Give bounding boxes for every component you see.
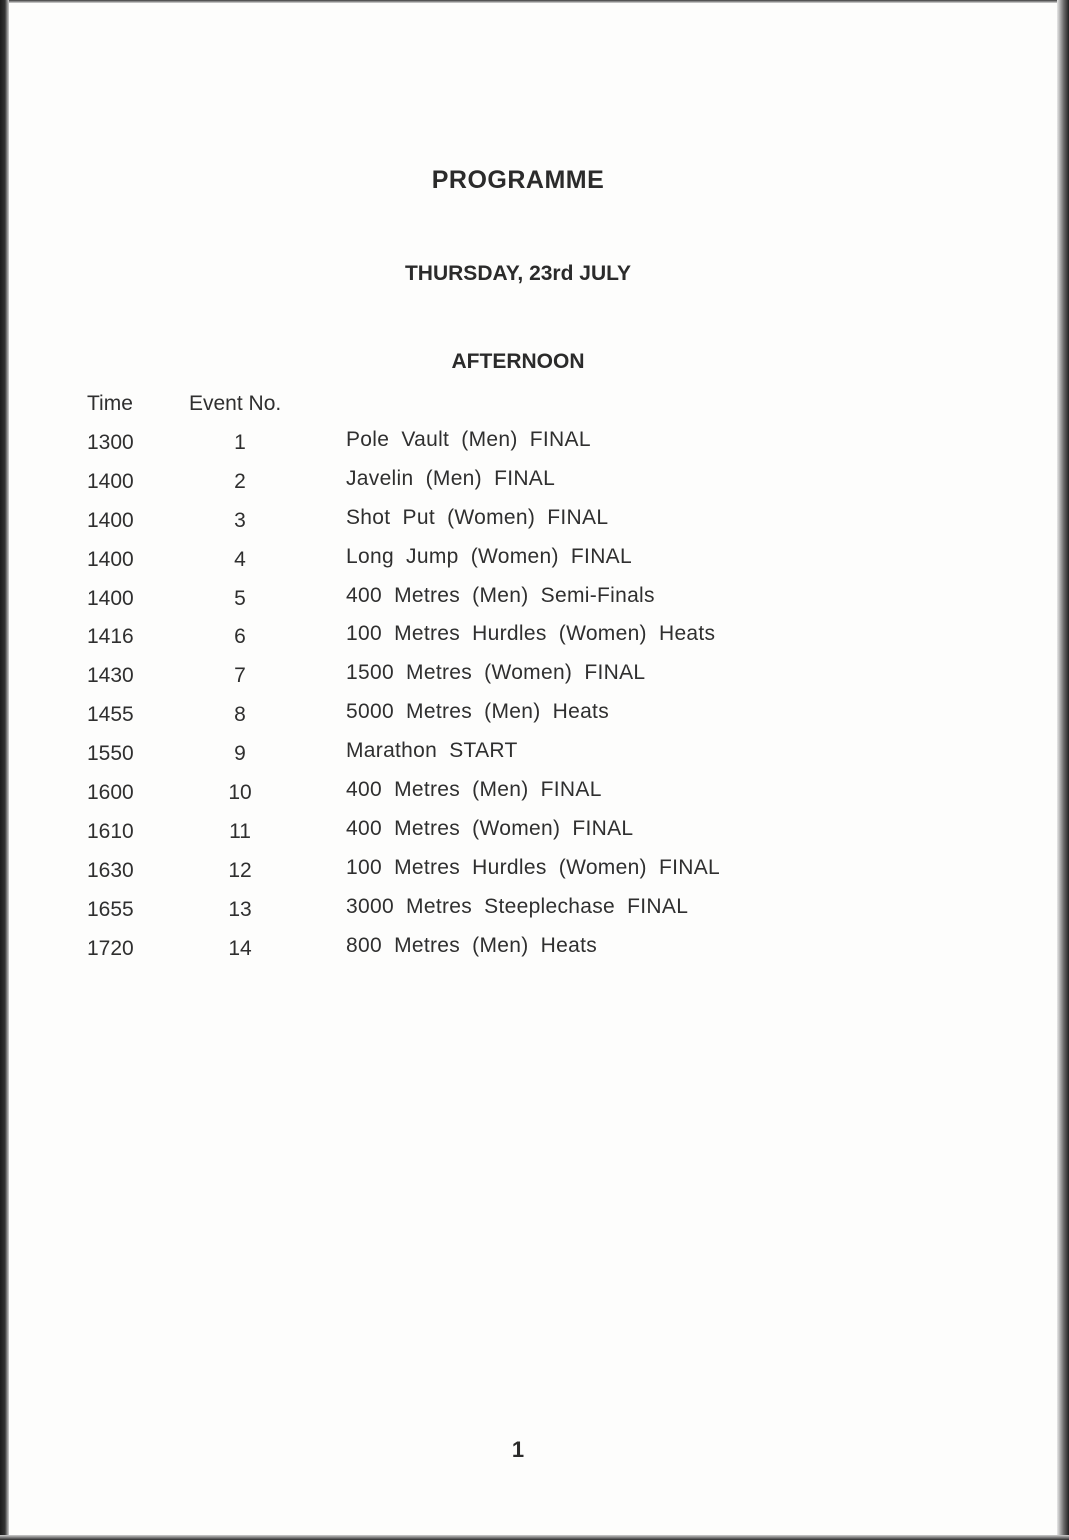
event-time: 1416 bbox=[87, 625, 134, 649]
table-row bbox=[0, 892, 1069, 931]
programme-date: THURSDAY, 23rd JULY bbox=[404, 262, 632, 285]
event-number: 5 bbox=[234, 586, 246, 610]
table-row bbox=[0, 619, 1069, 658]
event-time: 1455 bbox=[87, 703, 134, 727]
event-number: 11 bbox=[229, 819, 251, 843]
event-name: 100 Metres Hurdles (Women) Heats bbox=[346, 622, 716, 646]
table-row bbox=[0, 425, 1069, 464]
table-row bbox=[0, 697, 1069, 736]
table-row bbox=[0, 503, 1069, 542]
event-number: 12 bbox=[228, 858, 252, 882]
event-number: 1 bbox=[234, 431, 246, 454]
event-number: 10 bbox=[228, 781, 252, 805]
page-title: PROGRAMME bbox=[431, 166, 605, 194]
event-no-column-header: Event No. bbox=[189, 392, 282, 415]
event-time: 1610 bbox=[87, 819, 134, 843]
event-name: Javelin (Men) FINAL bbox=[346, 466, 556, 490]
event-time: 1400 bbox=[87, 508, 134, 532]
event-time: 1720 bbox=[87, 936, 134, 960]
time-column-header: Time bbox=[87, 392, 133, 415]
event-time: 1430 bbox=[87, 664, 134, 688]
event-number: 8 bbox=[234, 703, 246, 727]
event-number: 2 bbox=[234, 469, 246, 493]
event-time: 1550 bbox=[87, 742, 134, 766]
session-heading: AFTERNOON bbox=[451, 350, 585, 373]
event-name: 800 Metres (Men) Heats bbox=[346, 933, 598, 957]
event-number: 4 bbox=[234, 547, 246, 571]
event-number: 6 bbox=[234, 625, 246, 649]
event-name: Pole Vault (Men) FINAL bbox=[346, 428, 591, 451]
event-name: Long Jump (Women) FINAL bbox=[346, 544, 632, 568]
event-name: 5000 Metres (Men) Heats bbox=[346, 700, 609, 724]
event-name: 1500 Metres (Women) FINAL bbox=[346, 661, 646, 685]
event-number: 3 bbox=[234, 508, 246, 532]
scan-edge-bottom bbox=[0, 1535, 1069, 1540]
event-time: 1630 bbox=[87, 858, 134, 882]
event-number: 14 bbox=[228, 936, 252, 960]
event-schedule-table bbox=[0, 425, 1069, 969]
event-number: 13 bbox=[228, 897, 252, 921]
page-number: 1 bbox=[511, 1437, 525, 1462]
table-row bbox=[0, 775, 1069, 814]
event-name: 400 Metres (Women) FINAL bbox=[346, 816, 634, 840]
table-row bbox=[0, 658, 1069, 697]
event-time: 1300 bbox=[87, 431, 134, 454]
event-time: 1400 bbox=[87, 547, 134, 571]
event-name: Shot Put (Women) FINAL bbox=[346, 505, 609, 529]
event-number: 7 bbox=[234, 664, 246, 688]
table-row bbox=[0, 931, 1069, 970]
table-row bbox=[0, 814, 1069, 853]
table-row bbox=[0, 736, 1069, 775]
event-name: Marathon START bbox=[346, 739, 518, 763]
event-time: 1400 bbox=[87, 586, 134, 610]
table-row bbox=[0, 581, 1069, 620]
event-name: 100 Metres Hurdles (Women) FINAL bbox=[346, 855, 720, 879]
event-number: 9 bbox=[234, 742, 246, 766]
event-name: 400 Metres (Men) FINAL bbox=[346, 778, 602, 802]
event-name: 400 Metres (Men) Semi-Finals bbox=[346, 583, 655, 607]
table-row bbox=[0, 464, 1069, 503]
table-row bbox=[0, 542, 1069, 581]
event-time: 1655 bbox=[87, 897, 134, 921]
event-name: 3000 Metres Steeplechase FINAL bbox=[346, 894, 689, 918]
event-time: 1600 bbox=[87, 781, 134, 805]
event-time: 1400 bbox=[87, 469, 134, 493]
scan-edge-top bbox=[0, 0, 1069, 3]
table-row bbox=[0, 853, 1069, 892]
